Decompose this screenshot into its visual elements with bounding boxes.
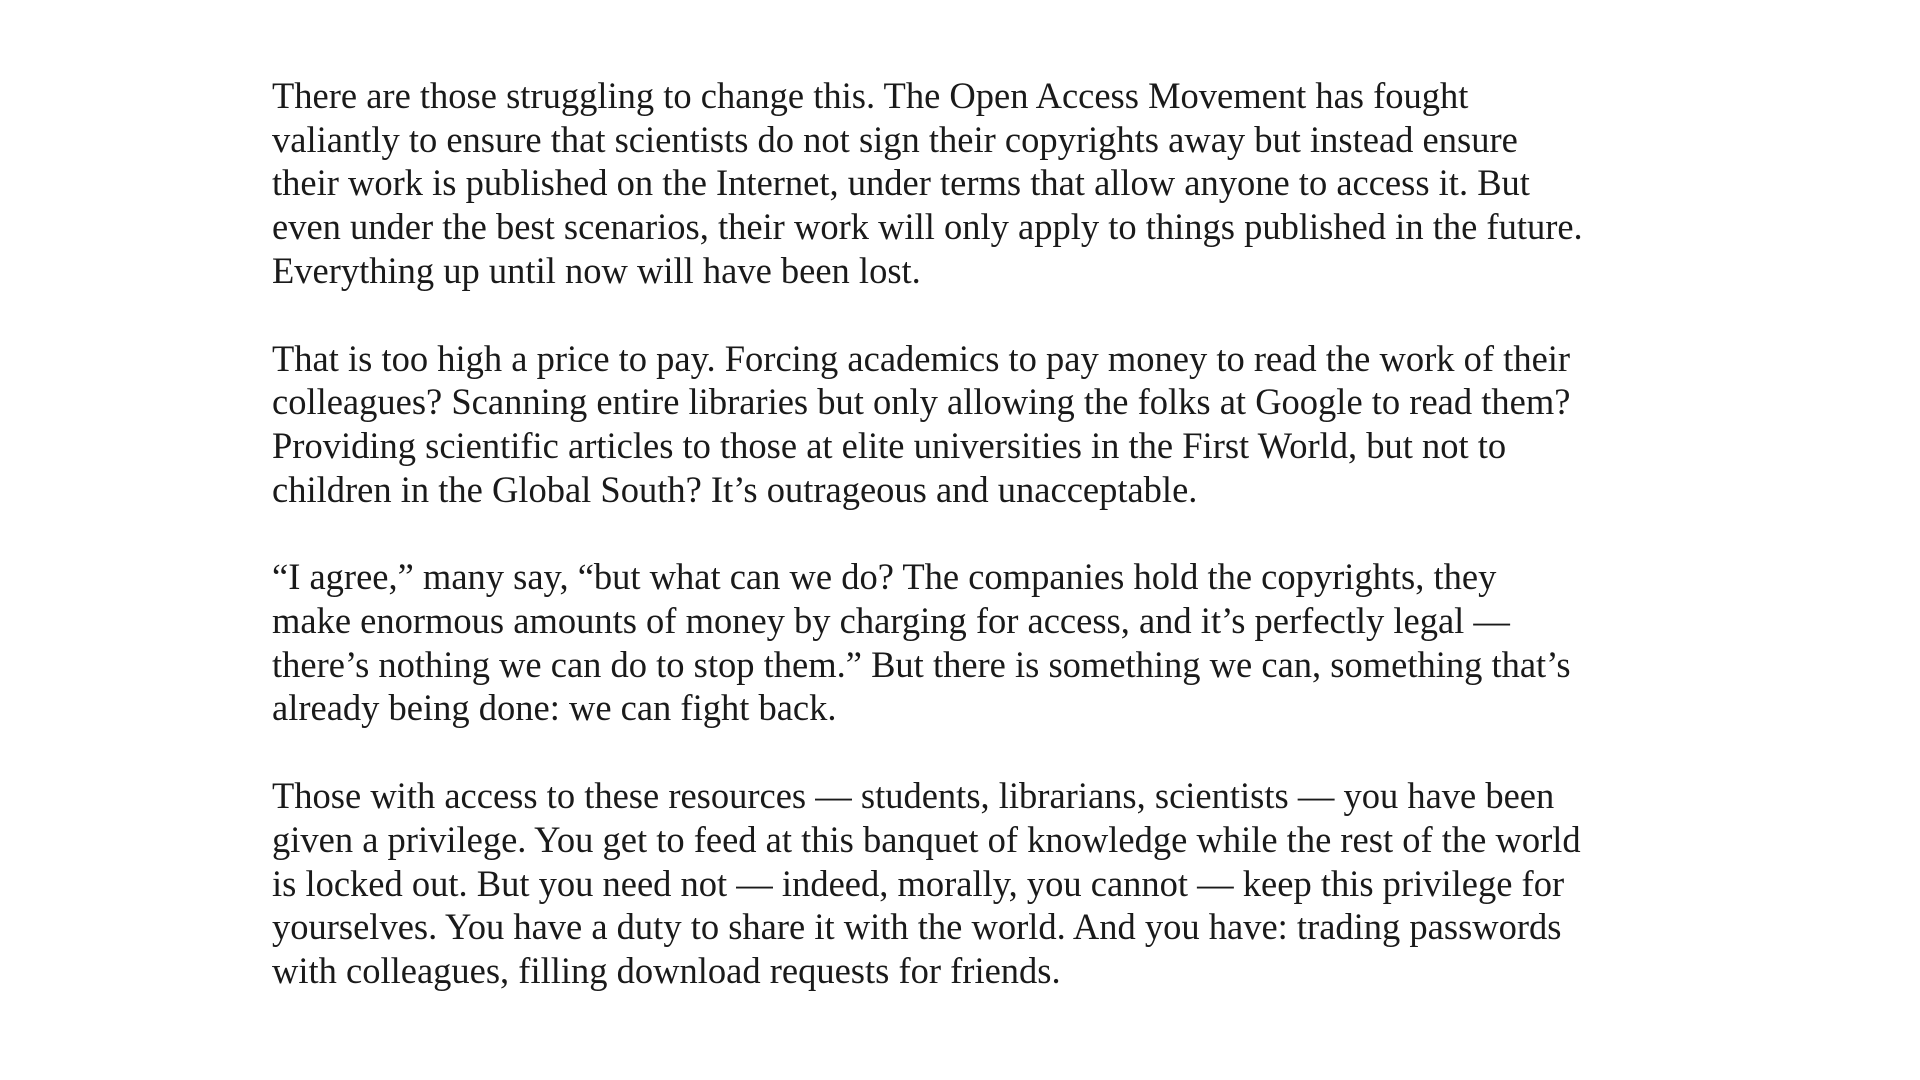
- text-line: there’s nothing we can do to stop them.” But there is something we can, something that’s: [272, 643, 1571, 685]
- paragraph-2: [272, 337, 1672, 512]
- text-line: with colleagues, filling download requests for friends.: [272, 949, 1061, 991]
- paragraph-3: [272, 555, 1672, 730]
- text-line: even under the best scenarios, their work will only apply to things published in the future.: [272, 206, 1583, 248]
- text-line: their work is published on the Internet, under terms that allow anyone to access it. But: [272, 162, 1530, 204]
- text-line: There are those struggling to change this. The Open Access Movement has fought: [272, 75, 1469, 116]
- text-line: is locked out. But you need not — indeed, morally, you cannot — keep this privilege for: [272, 862, 1565, 904]
- text-line: “I agree,” many say, “but what can we do? The companies hold the copyrights, they: [272, 556, 1497, 598]
- text-line: given a privilege. You get to feed at this banquet of knowledge while the rest of the world: [272, 818, 1581, 860]
- text-line: children in the Global South? It’s outrageous and unacceptable.: [272, 468, 1198, 510]
- text-line: Providing scientific articles to those at elite universities in the First World, but not to: [272, 424, 1507, 466]
- text-line: already being done: we can fight back.: [272, 687, 837, 729]
- text-line: colleagues? Scanning entire libraries but only allowing the folks at Google to read them?: [272, 381, 1571, 423]
- document-body: [272, 74, 1672, 1037]
- text-line: valiantly to ensure that scientists do not sign their copyrights away but instead ensure: [272, 118, 1518, 160]
- paragraph-1: [272, 74, 1672, 293]
- text-line: Those with access to these resources — students, librarians, scientists — you have been: [272, 775, 1555, 817]
- paragraph-4: [272, 774, 1672, 993]
- text-line: Everything up until now will have been lost.: [272, 249, 921, 291]
- text-line: That is too high a price to pay. Forcing academics to pay money to read the work of their: [272, 337, 1571, 379]
- text-line: make enormous amounts of money by charging for access, and it’s perfectly legal —: [272, 600, 1510, 642]
- text-line: yourselves. You have a duty to share it with the world. And you have: trading passwords: [272, 906, 1562, 948]
